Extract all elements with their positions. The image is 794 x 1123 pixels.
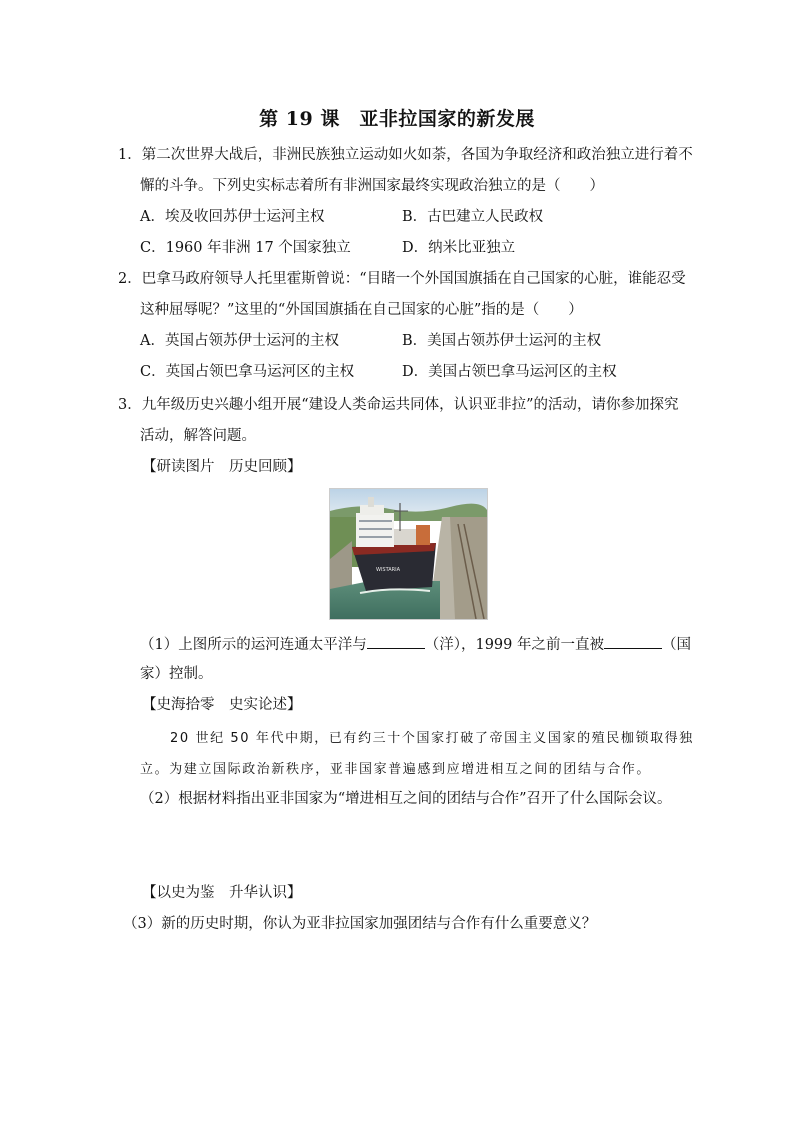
q3-sub1-text-a: （1）上图所示的运河连通太平洋与 [140,637,367,653]
ship-name-text: WISTARIA [376,567,401,573]
q3-sub1-text-b: （洋），1999 年之前一直被 [424,637,604,653]
q1-option-c[interactable]: C．1960 年非洲 17 个国家独立 [140,240,351,256]
lesson-title: 第 19 课 亚非拉国家的新发展 [259,108,535,130]
q2-stem-line1: 2．巴拿马政府领导人托里霍斯曾说：“目睹一个外国国旗插在自己国家的心脏，谁能忍受 [118,271,686,287]
q3-stem-line1: 3．九年级历史兴趣小组开展“建设人类命运共同体，认识亚非拉”的活动，请你参加探究 [118,397,679,413]
q2-option-c[interactable]: C．英国占领巴拿马运河区的主权 [140,364,355,380]
q3-sub1-line1 [140,634,691,655]
q3-sub2: （2）根据材料指出亚非国家为“增进相互之间的团结与合作”召开了什么国际会议。 [140,791,672,807]
q2-option-d[interactable]: D．美国占领巴拿马运河区的主权 [402,364,617,380]
material-line-2: 立。为建立国际政治新秩序，亚非国家普遍感到应增进相互之间的团结与合作。 [140,762,652,777]
q1-stem-line2: 懈的斗争。下列史实标志着所有非洲国家最终实现政治独立的是（ ） [140,178,604,194]
q3-sub3: （3）新的历史时期，你认为亚非拉国家加强团结与合作有什么重要意义？ [123,916,597,932]
ocean-answer-blank[interactable] [367,634,425,649]
q2-option-a[interactable]: A．英国占领苏伊士运河的主权 [140,333,339,349]
q2-option-b[interactable]: B．美国占领苏伊士运河的主权 [402,333,602,349]
q3-stem-line2: 活动，解答问题。 [140,428,256,444]
material-line-1: 20 世纪 50 年代中期，已有约三十个国家打破了帝国主义国家的殖民枷锁取得独 [170,731,694,746]
q3-section-heading-2: 【史海拾零 史实论述】 [142,697,302,713]
q3-section-heading-1: 【研读图片 历史回顾】 [142,459,302,475]
q2-stem-line2: 这种屈辱呢？”这里的“外国国旗插在自己国家的心脏”指的是（ ） [140,302,583,318]
q3-section-heading-3: 【以史为鉴 升华认识】 [142,885,302,901]
q1-stem-line1: 1．第二次世界大战后，非洲民族独立运动如火如荼，各国为争取经济和政治独立进行着不 [118,147,693,163]
q3-sub1-line2: 家）控制。 [140,666,213,682]
q1-option-a[interactable]: A．埃及收回苏伊士运河主权 [140,209,325,225]
q3-sub1-text-c: （国 [662,637,691,653]
panama-canal-ship-photo [329,488,488,620]
country-answer-blank[interactable] [604,634,662,649]
q1-option-b[interactable]: B．古巴建立人民政权 [402,209,544,225]
q1-option-d[interactable]: D．纳米比亚独立 [402,240,516,256]
